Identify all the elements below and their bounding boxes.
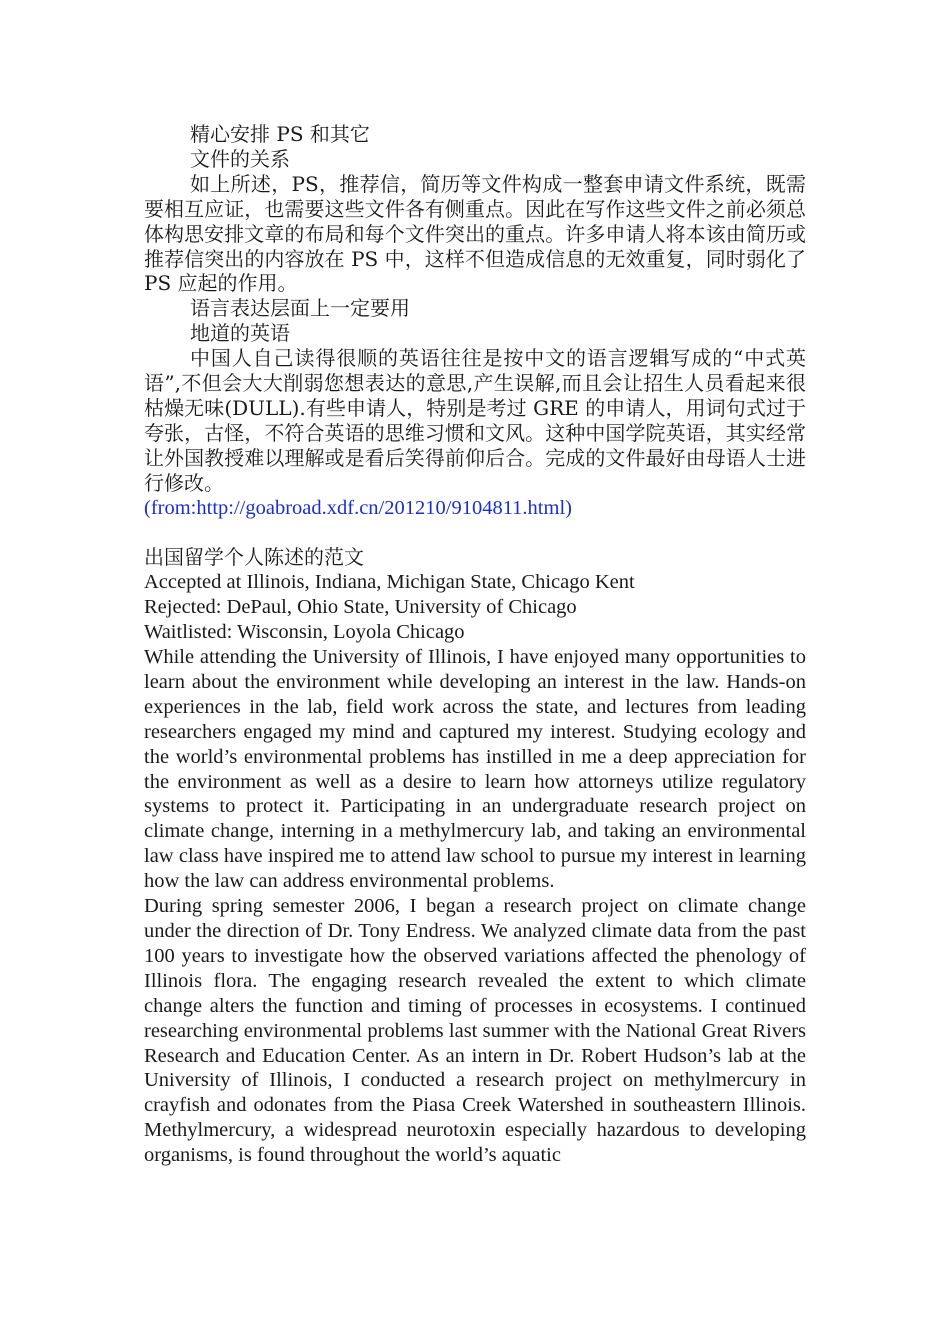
ps-paragraph: 如上所述，PS，推荐信，简历等文件构成一整套申请文件系统，既需要相互应证，也需要这些文件各有侧重点。因此在写作这些文件之前必须总体构思安排文章的布局和每个文件突出的重点。许多申请人将本该由简历或推荐信突出的内容放在 PS 中，这样不但造成信息的无效重复，同时弱化了 PS 应起的作用。 <box>144 171 806 296</box>
language-heading-line2: 地道的英语 <box>190 321 290 346</box>
ps-heading-line1: 精心安排 PS 和其它 <box>190 122 370 146</box>
spacer <box>144 521 806 546</box>
ps-heading-line2: 文件的关系 <box>190 146 290 171</box>
waitlisted-line: Waitlisted: Wisconsin, Loyola Chicago <box>144 621 465 644</box>
essay-paragraph-2: During spring semester 2006, I began a research project on climate change under the direction of Dr. Tony Endress. We analyzed climate data from the past 100 years to investigate how the observed variations affected the phenology of Illinois flora. The engaging research revealed the extent to which climate change alters the function and timing of processes in ecosystems. I continued researching environmental problems last summer with the National Great Rivers Research and Education Center. As an intern in Dr. Robert Hudson’s lab at the University of Illinois, I conducted a research project on methylmercury in crayfish and odonates from the Piasa Creek Watershed in southeastern Illinois. Methylmercury, a widespread neurotoxin especially hazardous to developing organisms, is found throughout the world’s aquatic <box>144 895 806 1167</box>
document-page <box>144 122 806 1168</box>
accepted-line: Accepted at Illinois, Indiana, Michigan State, Chicago Kent <box>144 571 635 594</box>
language-heading-line1: 语言表达层面上一定要用 <box>190 296 410 321</box>
essay-paragraph-1: While attending the University of Illinois, I have enjoyed many opportunities to learn about the environment while developing an interest in the law. Hands-on experiences in the lab, field work across the state, and lectures from leading researchers engaged my mind and captured my interest. Studying ecology and the world’s environmental problems has instilled in me a deep appreciation for the environment as well as a desire to learn how attorneys utilize regulatory systems to protect it. Participating in an undergraduate research project on climate change, interning in a methylmercury lab, and taking an environmental law class have inspired me to attend law school to pursue my interest in learning how the law can address environmental problems. <box>144 646 806 893</box>
source-link[interactable]: (from:http://goabroad.xdf.cn/201210/9104811.html) <box>144 496 572 519</box>
language-paragraph: 中国人自己读得很顺的英语往往是按中文的语言逻辑写成的“中式英语”,不但会大大削弱您想表达的意思,产生误解,而且会让招生人员看起来很枯燥无味(DULL).有些申请人，特别是考过 GRE 的申请人，用词句式过于夸张，古怪，不符合英语的思维习惯和文风。这种中国学院英语，其实经常让外国教授难以理解或是看后笑得前仰后合。完成的文件最好由母语人士进行修改。 <box>144 346 806 495</box>
sample-title: 出国留学个人陈述的范文 <box>144 545 364 570</box>
rejected-line: Rejected: DePaul, Ohio State, University of Chicago <box>144 596 577 619</box>
